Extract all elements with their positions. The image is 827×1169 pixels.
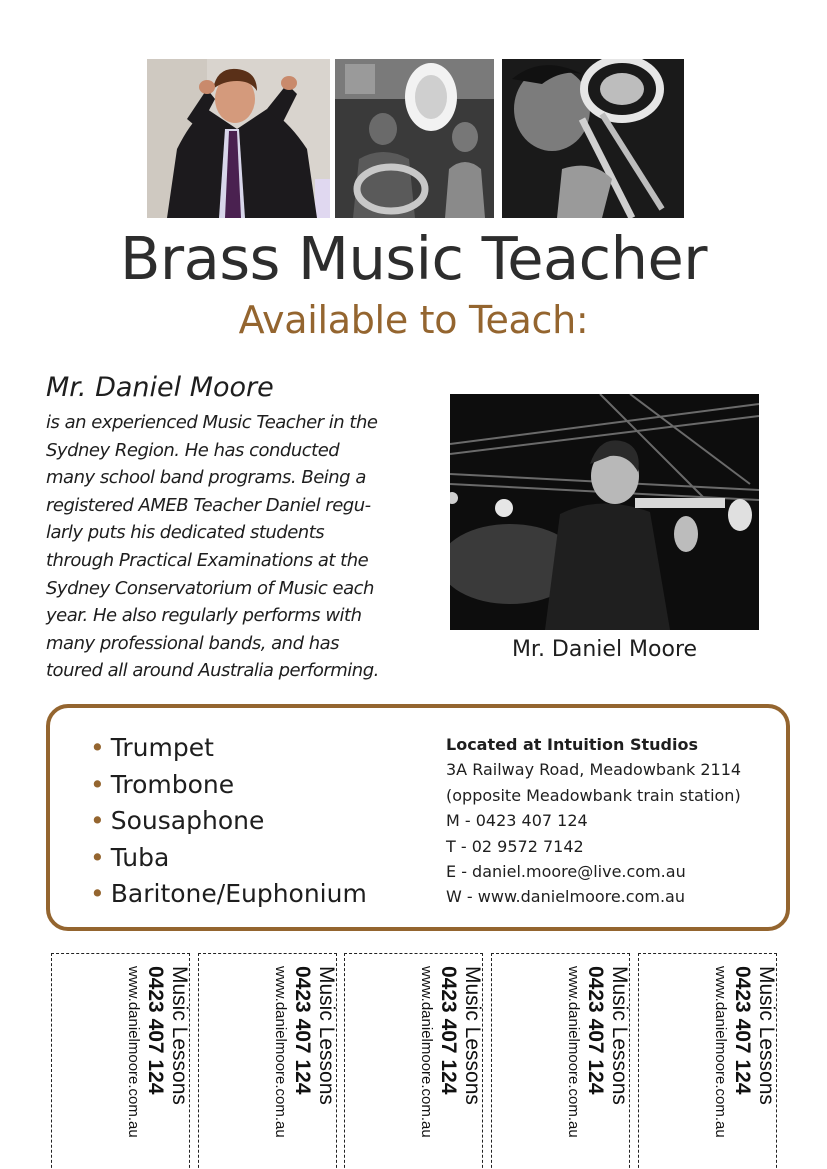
tab-website: www.danielmoore.com.au <box>125 966 142 1138</box>
tear-off-tab[interactable] <box>198 953 337 1169</box>
bio-line: many professional bands, and has <box>46 632 340 654</box>
tab-phone: 0423 407 124 <box>291 966 314 1095</box>
bio-line: year. He also regularly performs with <box>46 605 362 627</box>
conductor-photo <box>147 59 330 218</box>
page-subtitle: Available to Teach: <box>238 298 589 342</box>
info-box <box>46 704 790 931</box>
bullet-icon: • <box>90 879 105 909</box>
tab-website: www.danielmoore.com.au <box>418 966 435 1138</box>
tab-phone: 0423 407 124 <box>437 966 460 1095</box>
contact-mobile: M - 0423 407 124 <box>446 811 588 831</box>
bio-line: Sydney Conservatorium of Music each <box>46 577 374 599</box>
trumpet-photo <box>450 394 759 630</box>
bio-line: larly puts his dedicated students <box>46 522 325 544</box>
photo-caption: Mr. Daniel Moore <box>511 637 698 662</box>
contact-email: E - daniel.moore@live.com.au <box>446 862 686 882</box>
list-item <box>90 767 367 804</box>
instrument-list <box>90 730 367 913</box>
instrument-label: Trumpet <box>110 733 214 762</box>
bullet-icon: • <box>90 769 105 799</box>
bio-line: toured all around Australia performing. <box>46 660 379 682</box>
bio-line: Sydney Region. He has conducted <box>46 439 340 461</box>
tab-title: Music Lessons <box>755 966 778 1105</box>
list-item <box>90 876 367 913</box>
tear-off-tab[interactable] <box>491 953 630 1169</box>
list-item <box>90 730 367 767</box>
tear-off-tab[interactable] <box>344 953 483 1169</box>
tab-website: www.danielmoore.com.au <box>272 966 289 1138</box>
page-title: Brass Music Teacher <box>119 224 708 293</box>
tab-phone: 0423 407 124 <box>144 966 167 1095</box>
contact-web: W - www.danielmoore.com.au <box>446 887 685 907</box>
tab-phone: 0423 407 124 <box>584 966 607 1095</box>
bullet-icon: • <box>90 842 105 872</box>
contact-phone: T - 02 9572 7142 <box>446 836 584 856</box>
bullet-icon: • <box>90 806 105 836</box>
bio-line: many school band programs. Being a <box>46 467 366 489</box>
bio-line: registered AMEB Teacher Daniel regu- <box>46 494 371 516</box>
contact-address: 3A Railway Road, Meadowbank 2114 <box>446 760 742 780</box>
bio-line: is an experienced Music Teacher in the <box>46 412 378 433</box>
contact-details <box>446 732 786 910</box>
tab-title: Music Lessons <box>315 966 338 1105</box>
bio-line: through Practical Examinations at the <box>46 549 369 571</box>
tab-title: Music Lessons <box>168 966 191 1105</box>
teacher-bio <box>46 409 400 685</box>
instrument-label: Sousaphone <box>110 806 265 836</box>
sousaphone-photo <box>335 59 494 218</box>
tab-website: www.danielmoore.com.au <box>565 966 582 1138</box>
list-item <box>90 803 367 840</box>
tear-off-tab[interactable] <box>638 953 777 1169</box>
instrument-label: Tuba <box>110 842 170 872</box>
tab-website: www.danielmoore.com.au <box>712 966 729 1138</box>
teacher-name: Mr. Daniel Moore <box>46 372 274 403</box>
instrument-label: Trombone <box>110 769 235 799</box>
instrument-label: Baritone/Euphonium <box>110 879 367 909</box>
contact-heading: Located at Intuition Studios <box>446 735 698 754</box>
tear-off-tab[interactable] <box>51 953 190 1169</box>
bullet-icon: • <box>90 733 105 762</box>
tab-phone: 0423 407 124 <box>731 966 754 1095</box>
list-item <box>90 840 367 877</box>
tab-title: Music Lessons <box>461 966 484 1105</box>
contact-note: (opposite Meadowbank train station) <box>446 785 741 805</box>
tab-title: Music Lessons <box>608 966 631 1105</box>
trombone-photo <box>502 59 684 218</box>
